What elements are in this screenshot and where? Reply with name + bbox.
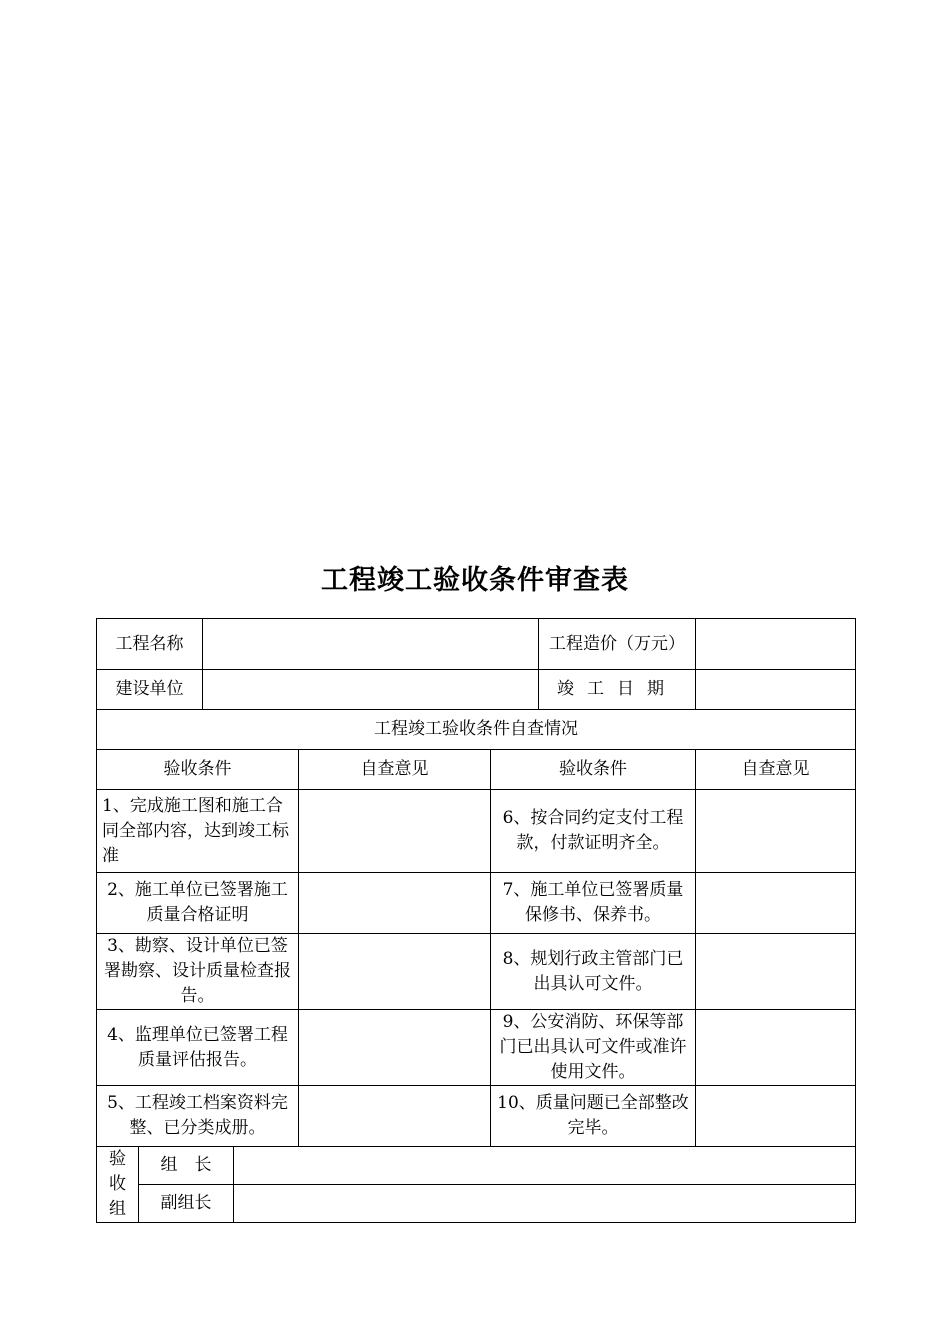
condition-item: 9、公安消防、环保等部门已出具认可文件或准许使用文件。 <box>491 1010 696 1086</box>
leader-label: 组 长 <box>139 1147 234 1185</box>
table-row <box>97 934 856 1010</box>
project-name-label: 工程名称 <box>97 619 203 670</box>
project-name-field[interactable] <box>203 619 539 670</box>
cost-label: 工程造价（万元） <box>539 619 696 670</box>
opinion-field[interactable] <box>696 934 856 1010</box>
document-title: 工程竣工验收条件审查表 <box>321 565 629 596</box>
completion-date-field[interactable] <box>696 670 856 710</box>
cost-field[interactable] <box>696 619 856 670</box>
condition-item: 5、工程竣工档案资料完整、已分类成册。 <box>97 1086 299 1147</box>
opinion-field[interactable] <box>299 790 491 873</box>
builder-field[interactable] <box>203 670 539 710</box>
condition-item: 6、按合同约定支付工程款，付款证明齐全。 <box>491 790 696 873</box>
acceptance-group-table <box>96 1146 856 1223</box>
conditions-table <box>96 709 856 1147</box>
deputy-leader-field[interactable] <box>234 1185 856 1223</box>
opinion-field[interactable] <box>696 1086 856 1147</box>
condition-item: 8、规划行政主管部门已出具认可文件。 <box>491 934 696 1010</box>
column-header-opinion: 自查意见 <box>299 750 491 790</box>
builder-label: 建设单位 <box>97 670 203 710</box>
project-info-table <box>96 618 856 710</box>
table-row <box>97 1086 856 1147</box>
column-header-condition: 验收条件 <box>97 750 299 790</box>
opinion-field[interactable] <box>299 1086 491 1147</box>
opinion-field[interactable] <box>696 790 856 873</box>
opinion-field[interactable] <box>299 1010 491 1086</box>
condition-item: 1、完成施工图和施工合同全部内容，达到竣工标准 <box>97 790 299 873</box>
leader-field[interactable] <box>234 1147 856 1185</box>
column-header-condition: 验收条件 <box>491 750 696 790</box>
completion-date-label: 竣工日期 <box>539 670 696 710</box>
table-row <box>97 790 856 873</box>
condition-item: 2、施工单位已签署施工质量合格证明 <box>97 873 299 934</box>
opinion-field[interactable] <box>299 934 491 1010</box>
section-title: 工程竣工验收条件自查情况 <box>97 710 856 750</box>
deputy-leader-label: 副组长 <box>139 1185 234 1223</box>
condition-item: 4、监理单位已签署工程质量评估报告。 <box>97 1010 299 1086</box>
condition-item: 10、质量问题已全部整改完毕。 <box>491 1086 696 1147</box>
column-header-opinion: 自查意见 <box>696 750 856 790</box>
table-row <box>97 873 856 934</box>
table-row <box>97 1010 856 1086</box>
opinion-field[interactable] <box>696 1010 856 1086</box>
condition-item: 3、勘察、设计单位已签署勘察、设计质量检查报告。 <box>97 934 299 1010</box>
opinion-field[interactable] <box>696 873 856 934</box>
condition-item: 7、施工单位已签署质量保修书、保养书。 <box>491 873 696 934</box>
opinion-field[interactable] <box>299 873 491 934</box>
acceptance-group-label: 验 收 组 <box>97 1147 139 1223</box>
review-form <box>96 618 855 1223</box>
